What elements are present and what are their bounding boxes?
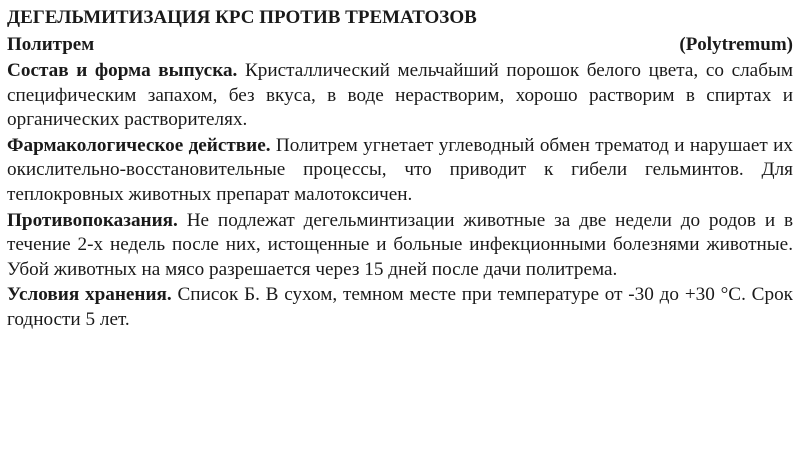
document-slide	[7, 4, 793, 333]
section-text: Политрем угнетает углеводный обмен трематод и нарушает их окислительно-восстановительные процессы, что приводит к гибели гельминтов. Для теплокровных животных препарат малотоксичен.	[7, 134, 793, 205]
drug-name: Политрем	[7, 34, 95, 55]
section-heading: Условия хранения.	[7, 284, 172, 306]
page-title: ДЕГЕЛЬМИТИЗАЦИЯ КРС ПРОТИВ ТРЕМАТОЗОВ	[7, 7, 477, 28]
section-storage	[7, 283, 793, 332]
section-contraindications	[7, 209, 793, 283]
section-heading: Противопоказания.	[7, 209, 178, 231]
section-text: Список Б. В сухом, темном месте при температуре от -30 до +30 °С. Срок годности 5 лет.	[7, 284, 793, 330]
section-text: Кристаллический мельчайший порошок белого цвета, со слабым специфическим запахом, без вкуса, в воде нерастворим, хорошо растворим в спиртах и органических растворителях.	[7, 60, 793, 131]
drug-name-line	[7, 31, 793, 58]
section-pharmacology	[7, 134, 793, 208]
section-heading: Фармакологическое действие.	[7, 134, 271, 156]
drug-latin-name: (Polytremum)	[679, 34, 793, 55]
section-heading: Состав и форма выпуска.	[7, 60, 238, 81]
section-composition	[7, 59, 793, 133]
section-text: Не подлежат дегельминтизации животные за две недели до родов и в течение 2-х недель после них, истощенные и больные инфекционными болезнями животные. Убой животных на мясо разрешается через 15 дней после дачи политрема.	[7, 209, 793, 280]
